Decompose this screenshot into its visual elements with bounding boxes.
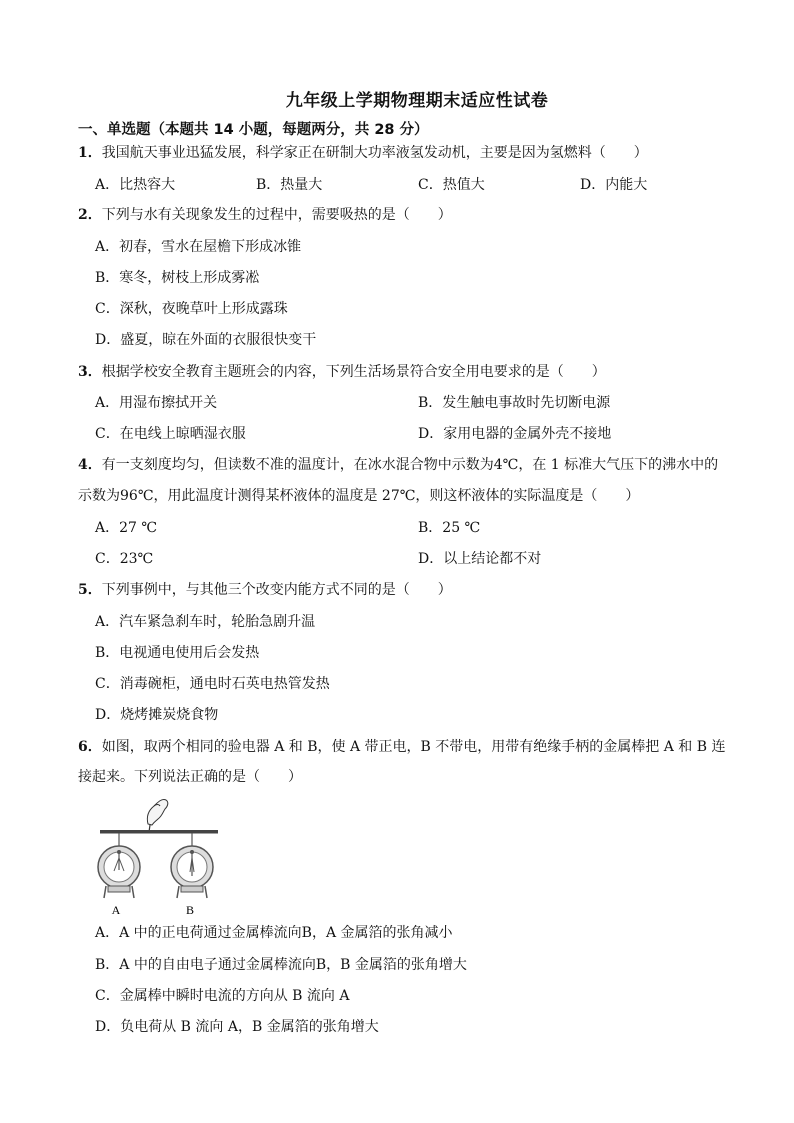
question-1-option-b: B．热量大 — [256, 177, 323, 193]
question-1-option-c: C．热值大 — [418, 177, 485, 193]
question-4-option-d: D．以上结论都不对 — [418, 551, 542, 567]
question-3-stem: 3．根据学校安全教育主题班会的内容，下列生活场景符合安全用电要求的是（ ） — [78, 364, 606, 380]
metal-rod — [100, 830, 218, 834]
question-6-option-d: D．负电荷从 B 流向 A，B 金属箔的张角增大 — [95, 1019, 379, 1035]
electroscope-a — [98, 833, 140, 898]
question-number: 4． — [78, 457, 102, 473]
hand-icon — [147, 799, 167, 832]
question-6-option-b: B．A 中的自由电子通过金属棒流向B，B 金属箔的张角增大 — [95, 957, 467, 973]
question-number: 6． — [78, 739, 102, 755]
question-6-option-c: C．金属棒中瞬时电流的方向从 B 流向 A — [95, 988, 350, 1004]
question-3-option-c: C．在电线上晾晒湿衣服 — [95, 426, 246, 442]
section-heading: 一、单选题（本题共 14 小题，每题两分，共 28 分） — [78, 122, 429, 138]
question-5-option-b: B．电视通电使用后会发热 — [95, 645, 260, 661]
question-number: 2． — [78, 207, 102, 223]
question-5-option-a: A．汽车紧急刹车时，轮胎急剧升温 — [95, 614, 316, 630]
question-4-stem: 4．有一支刻度均匀，但读数不准的温度计，在冰水混合物中示数为4℃，在 1 标准大气压下的沸水中的 — [78, 457, 719, 473]
question-3-option-d: D．家用电器的金属外壳不接地 — [418, 426, 612, 442]
question-3-option-a: A．用湿布擦拭开关 — [95, 395, 218, 411]
electroscope-figure — [96, 792, 222, 920]
question-2-option-b: B．寒冬，树枝上形成雾凇 — [95, 270, 260, 286]
label-a: A — [111, 903, 121, 917]
question-5-option-c: C．消毒碗柜，通电时石英电热管发热 — [95, 676, 330, 692]
question-3-option-b: B．发生触电事故时先切断电源 — [418, 395, 611, 411]
question-4-option-c: C．23℃ — [95, 551, 154, 567]
label-b: B — [185, 903, 195, 917]
question-6-stem: 6．如图，取两个相同的验电器 A 和 B，使 A 带正电，B 不带电，用带有绝缘手柄的金属棒把 A 和 B 连 — [78, 739, 726, 755]
question-4-stem-line-2: 示数为96℃，用此温度计测得某杯液体的温度是 27℃，则这杯液体的实际温度是（ ） — [78, 488, 640, 504]
question-number: 1． — [78, 145, 102, 161]
question-2-option-a: A．初春，雪水在屋檐下形成冰锥 — [95, 239, 302, 255]
question-number: 5． — [78, 582, 102, 598]
question-2-option-c: C．深秋，夜晚草叶上形成露珠 — [95, 301, 288, 317]
question-1-stem: 1．我国航天事业迅猛发展，科学家正在研制大功率液氢发动机，主要是因为氢燃料（ ） — [78, 145, 648, 161]
question-5-option-d: D．烧烤摊炭烧食物 — [95, 707, 219, 723]
question-4-option-a: A．27 ℃ — [95, 520, 158, 536]
question-2-option-d: D．盛夏，晾在外面的衣服很快变干 — [95, 332, 317, 348]
question-2-stem: 2．下列与水有关现象发生的过程中，需要吸热的是（ ） — [78, 207, 452, 223]
question-number: 3． — [78, 364, 102, 380]
question-4-option-b: B．25 ℃ — [418, 520, 481, 536]
question-1-option-a: A．比热容大 — [95, 177, 176, 193]
question-6-stem-line-2: 接起来。下列说法正确的是（ ） — [78, 769, 302, 785]
exam-title: 九年级上学期物理期末适应性试卷 — [285, 91, 549, 111]
electroscope-b — [171, 833, 213, 898]
question-5-stem: 5．下列事例中，与其他三个改变内能方式不同的是（ ） — [78, 582, 452, 598]
question-1-option-d: D．内能大 — [580, 177, 648, 193]
question-6-option-a: A．A 中的正电荷通过金属棒流向B，A 金属箔的张角减小 — [95, 925, 453, 941]
